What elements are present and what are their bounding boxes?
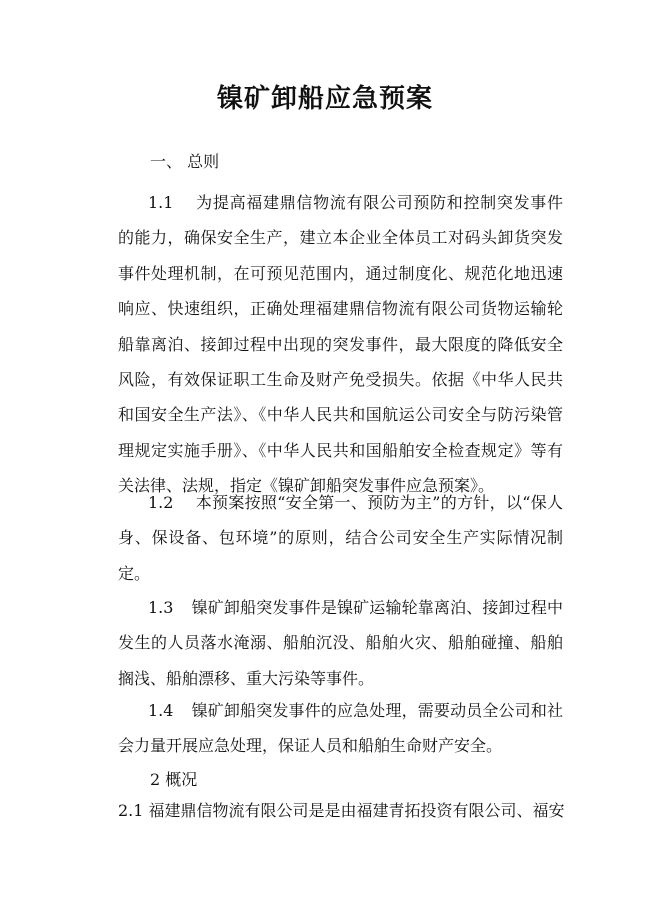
paragraph-text: 镍矿卸船突发事件是镍矿运输轮靠离泊、接卸过程中发生的人员落水淹溺、船舶沉没、船舶火灾、船舶碰撞、船舶搁浅、船舶漂移、重大污染等事件。 — [118, 598, 563, 688]
section-heading-general: 一、 总则 — [150, 152, 220, 171]
document-title: 镍矿卸船应急预案 — [216, 84, 433, 114]
paragraph-1-2 — [118, 485, 563, 591]
item-number: 1.2 — [148, 493, 174, 512]
item-number: 1.3 — [148, 598, 174, 617]
paragraph-1-4 — [118, 693, 563, 764]
paragraph-1-1 — [118, 185, 563, 504]
item-number: 1.1 — [148, 193, 174, 212]
paragraph-2-1: 2.1 福建鼎信物流有限公司是是由福建青拓投资有限公司、福安 — [118, 801, 565, 820]
item-number: 1.4 — [148, 701, 174, 720]
paragraph-text: 镍矿卸船突发事件的应急处理，需要动员全公司和社会力量开展应急处理，保证人员和船舶生命财产安全。 — [118, 701, 563, 756]
paragraph-text: 为提高福建鼎信物流有限公司预防和控制突发事件的能力，确保安全生产，建立本企业全体员工对码头卸货突发事件处理机制，在可预见范围内，通过制度化、规范化地迅速响应、快速组织，正确处理福建鼎信物流有限公司货物运输轮船靠离泊、接卸过程中出现的突发事件，最大限度的降低安全风险，有效保证职工生命及财产免受损失。依据《中华人民共和国安全生产法》、《中华人民共和国航运公司安全与防污染管理规定实施手册》、《中华人民共和国船舶安全检查规定》等有关法律、法规，指定《镍矿卸船突发事件应急预案》。 — [118, 193, 563, 496]
paragraph-text: 本预案按照“安全第一、预防为主”的方针，以“保人身、保设备、包环境”的原则，结合公司安全生产实际情况制定。 — [118, 493, 563, 583]
paragraph-1-3 — [118, 590, 563, 696]
section-heading-overview: 2 概况 — [150, 770, 198, 789]
